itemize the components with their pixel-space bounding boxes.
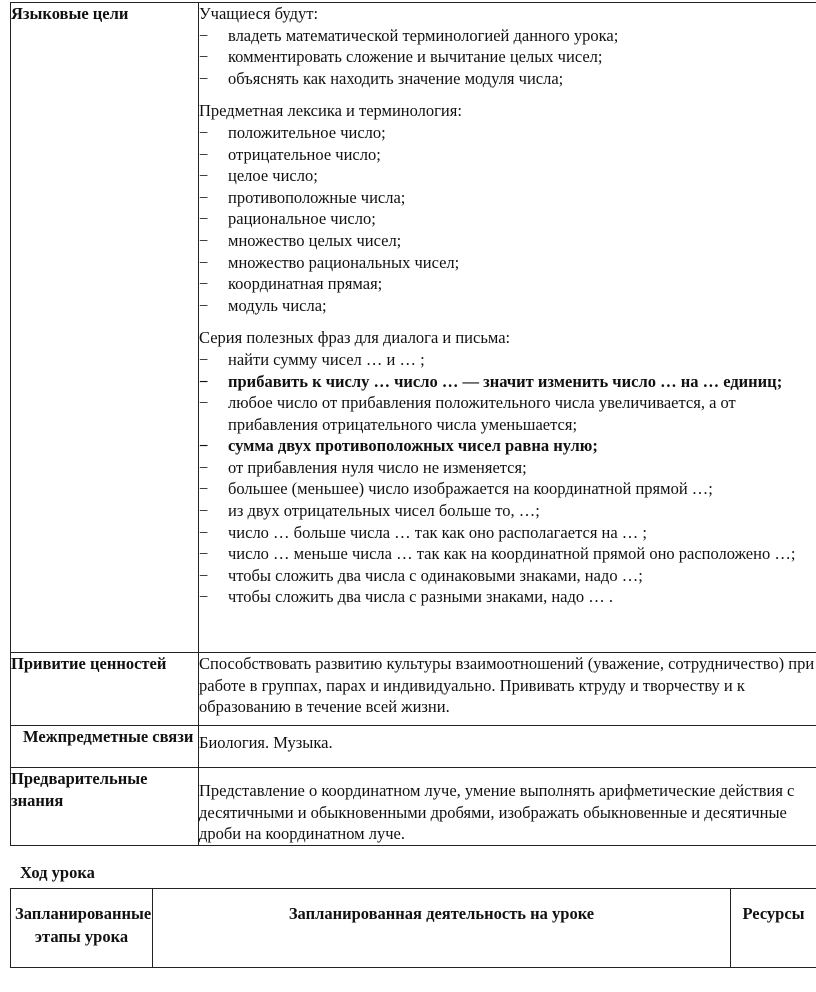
list-dash: −: [199, 295, 209, 315]
list-item-text: отрицательное число;: [228, 144, 381, 164]
list-dash: −: [199, 436, 209, 456]
lesson-objectives-table: [10, 2, 816, 846]
list-item: [199, 457, 816, 479]
list-dash: −: [199, 457, 209, 477]
prior-knowledge-text: Представление о координатном луче, умение выполнять арифметические действия с десятичными и обыкновенными дробями, изображать обыкновенные и десятичные дроби на координатном луче.: [199, 781, 795, 844]
list-item: [199, 586, 816, 608]
list-dash: −: [199, 565, 209, 585]
table-row: [11, 653, 816, 726]
list-item-text: от прибавления нуля число не изменяется;: [228, 457, 527, 477]
list-item-text: множество рациональных чисел;: [228, 252, 460, 272]
list-item-text: целое число;: [228, 166, 318, 186]
list-dash: −: [199, 47, 209, 67]
language-goals-content: [199, 3, 816, 653]
cross-curricular-text: Биология. Музыка.: [199, 733, 333, 752]
list-item-text: число … меньше числа … так как на координатной прямой оно расположено …;: [228, 544, 796, 564]
list-item-text: большее (меньшее) число изображается на координатной прямой …;: [228, 479, 713, 499]
row-label-cross-curricular: Межпредметные связи: [11, 726, 199, 768]
list-item-text: число … больше числа … так как оно располагается на … ;: [228, 522, 648, 542]
list-dash: −: [199, 144, 209, 164]
lesson-progress-heading: Ход урока: [20, 863, 95, 882]
col-header-stages: Запланированные этапы урока: [11, 889, 153, 968]
list-dash: −: [199, 166, 209, 186]
lesson-plan-table: [10, 888, 816, 968]
list-dash: −: [199, 544, 209, 564]
language-goals-sections: [199, 3, 816, 608]
list-item: [199, 392, 816, 435]
list-item: [199, 122, 816, 144]
list-item: [199, 295, 816, 317]
list-item-text: прибавить к числу … число … — значит изменить число … на … единиц;: [228, 371, 783, 391]
list-dash: −: [199, 187, 209, 207]
list-item-text: сумма двух противоположных чисел равна нулю;: [228, 436, 598, 456]
list-item: [199, 478, 816, 500]
list-item-text: владеть математической терминологией данного урока;: [228, 25, 619, 45]
list-item: [199, 435, 816, 457]
table-row: [11, 768, 816, 846]
list-dash: −: [199, 522, 209, 542]
table-header-row: [11, 889, 816, 968]
list-item: [199, 349, 816, 371]
list-dash: −: [199, 393, 209, 413]
list-dash: −: [199, 587, 209, 607]
list-dash: −: [199, 274, 209, 294]
list-item: [199, 230, 816, 252]
section-heading: Серия полезных фраз для диалога и письма:: [199, 328, 511, 348]
col-header-resources: Ресурсы: [731, 889, 816, 968]
list-item-text: противоположные числа;: [228, 187, 406, 207]
list-item-text: комментировать сложение и вычитание целых чисел;: [228, 47, 603, 67]
table-row: [11, 726, 816, 768]
list-item-text: из двух отрицательных чисел больше то, …;: [228, 501, 540, 521]
row-label-prior-knowledge: Предварительные знания: [11, 768, 199, 846]
list-item-text: множество целых чисел;: [228, 230, 402, 250]
list-dash: −: [199, 209, 209, 229]
list-item-text: объяснять как находить значение модуля числа;: [228, 68, 564, 88]
list-dash: −: [199, 68, 209, 88]
list-item: [199, 252, 816, 274]
list-item: [199, 208, 816, 230]
values-text: Способствовать развитию культуры взаимоотношений (уважение, сотрудничество) при работе в группах, парах и индивидуально. Прививать ктруду и творчеству и к образованию в течение всей жизни.: [199, 654, 815, 717]
list-dash: −: [199, 230, 209, 250]
list-dash: −: [199, 122, 209, 142]
list-item-text: чтобы сложить два числа с разными знаками, надо … .: [228, 587, 613, 607]
list-dash: −: [199, 252, 209, 272]
list-item: [199, 543, 816, 565]
section-heading: Учащиеся будут:: [199, 4, 319, 23]
list-item-text: рациональное число;: [228, 209, 376, 229]
list-item: [199, 25, 816, 47]
list-item-text: найти сумму чисел … и … ;: [228, 349, 425, 369]
list-item: [199, 371, 816, 393]
section-heading: Предметная лексика и терминология:: [199, 101, 462, 121]
list-dash: −: [199, 25, 209, 45]
col-header-activity: Запланированная деятельность на уроке: [153, 889, 731, 968]
list-item-text: чтобы сложить два числа с одинаковыми знаками, надо …;: [228, 565, 643, 585]
row-label-values: Привитие ценностей: [11, 653, 199, 726]
list-dash: −: [199, 349, 209, 369]
list-dash: −: [199, 479, 209, 499]
list-item: [199, 273, 816, 295]
list-dash: −: [199, 501, 209, 521]
list-item: [199, 46, 816, 68]
list-item-text: любое число от прибавления положительного числа увеличивается, а от прибавления отрицательного числа уменьшается;: [228, 393, 736, 434]
list-item-text: координатная прямая;: [228, 274, 383, 294]
list-item: [199, 565, 816, 587]
row-label-language-goals: Языковые цели: [11, 3, 199, 653]
table-row: [11, 3, 816, 653]
list-item: [199, 500, 816, 522]
list-dash: −: [199, 371, 209, 391]
list-item: [199, 522, 816, 544]
list-item-text: положительное число;: [228, 122, 386, 142]
list-item: [199, 165, 816, 187]
list-item-text: модуль числа;: [228, 295, 327, 315]
list-item: [199, 187, 816, 209]
list-item: [199, 144, 816, 166]
list-item: [199, 68, 816, 90]
